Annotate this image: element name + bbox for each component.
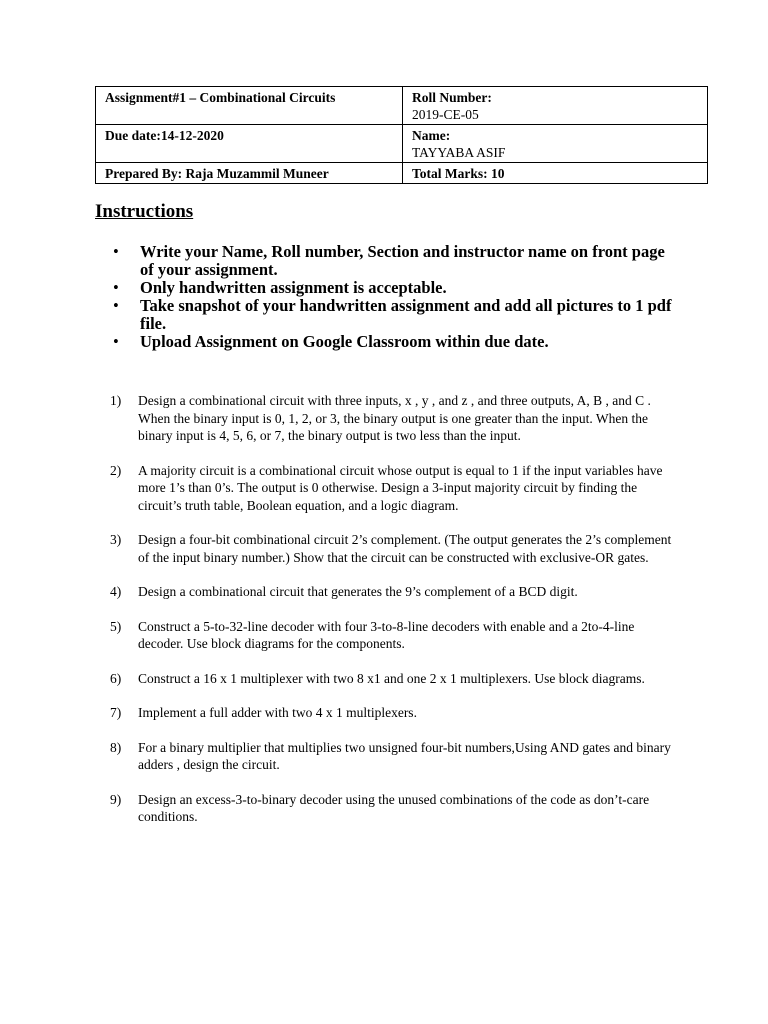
question-number: 1) [110, 393, 122, 408]
total-marks-cell: Total Marks: 10 [403, 163, 708, 184]
roll-number-cell [403, 87, 708, 125]
question-text: Design a combinational circuit with three inputs, x , y , and z , and three outputs, A, B , and C . When the binary input is 0, 1, 2, or 3, the binary output is one greater than the input. When the binary input is 4, 5, 6, or 7, the binary output is two less than the input. [138, 393, 651, 443]
question-item [110, 739, 675, 774]
instruction-text: Upload Assignment on Google Classroom within due date. [140, 332, 549, 351]
question-text: A majority circuit is a combinational circuit whose output is equal to 1 if the input variables have more 1’s than 0’s. The output is 0 otherwise. Design a 3-input majority circuit by finding the circuit’s truth table, Boolean equation, and a logic diagram. [138, 462, 663, 513]
question-number: 5) [110, 618, 122, 634]
due-date-cell: Due date:14-12-2020 [96, 125, 403, 163]
question-item [110, 791, 675, 826]
roll-number-value: 2019-CE-05 [412, 107, 479, 122]
question-number: 3) [110, 532, 122, 547]
questions-list [110, 392, 675, 826]
student-name-cell [403, 125, 708, 163]
roll-number-label: Roll Number: [412, 90, 492, 105]
question-text: Design a four-bit combinational circuit 2’s complement. (The output generates the 2’s complement of the input binary number.) Show that the circuit can be constructed with exclusive-OR gates. [138, 532, 672, 565]
question-item [110, 618, 675, 653]
question-item [110, 392, 675, 445]
question-item [110, 531, 675, 566]
instruction-text: Write your Name, Roll number, Section and instructor name on front page of your assignment. [140, 242, 665, 279]
question-text: Design an excess-3-to-binary decoder using the unused combinations of the code as don’t-care conditions. [138, 791, 650, 824]
instructions-heading: Instructions [95, 201, 194, 222]
student-name-label: Name: [412, 128, 451, 143]
prepared-by-cell: Prepared By: Raja Muzammil Muneer [96, 163, 403, 184]
question-number: 8) [110, 739, 122, 755]
assignment-header-table [95, 86, 708, 184]
question-text: Implement a full adder with two 4 x 1 multiplexers. [138, 705, 417, 720]
question-number: 9) [110, 791, 122, 807]
question-text: Design a combinational circuit that generates the 9’s complement of a BCD digit. [138, 584, 578, 599]
question-item [110, 704, 675, 722]
question-number: 7) [110, 705, 122, 720]
instruction-item [113, 243, 673, 279]
bullet-icon: • [113, 296, 119, 315]
instruction-text: Take snapshot of your handwritten assignment and add all pictures to 1 pdf file. [140, 296, 672, 333]
question-number: 6) [110, 670, 122, 686]
question-number: 4) [110, 584, 122, 599]
student-name-value: TAYYABA ASIF [412, 145, 506, 160]
question-text: For a binary multiplier that multiplies two unsigned four-bit numbers,Using AND gates and binary adders , design the circuit. [138, 739, 671, 772]
question-item [110, 462, 675, 515]
assignment-title-cell: Assignment#1 – Combinational Circuits [96, 87, 403, 125]
bullet-icon: • [113, 242, 119, 261]
instructions-list [113, 243, 673, 351]
question-item [110, 583, 675, 601]
instruction-item [113, 297, 673, 333]
bullet-icon: • [113, 332, 119, 351]
question-text: Construct a 16 x 1 multiplexer with two 8 x1 and one 2 x 1 multiplexers. Use block diagrams. [138, 670, 645, 686]
instruction-text: Only handwritten assignment is acceptable. [140, 278, 447, 297]
bullet-icon: • [113, 278, 119, 297]
instruction-item [113, 333, 673, 351]
question-text: Construct a 5-to-32-line decoder with four 3-to-8-line decoders with enable and a 2to-4-line decoder. Use block diagrams for the components. [138, 618, 635, 651]
question-item [110, 670, 675, 688]
instruction-item [113, 279, 673, 297]
question-number: 2) [110, 462, 122, 478]
